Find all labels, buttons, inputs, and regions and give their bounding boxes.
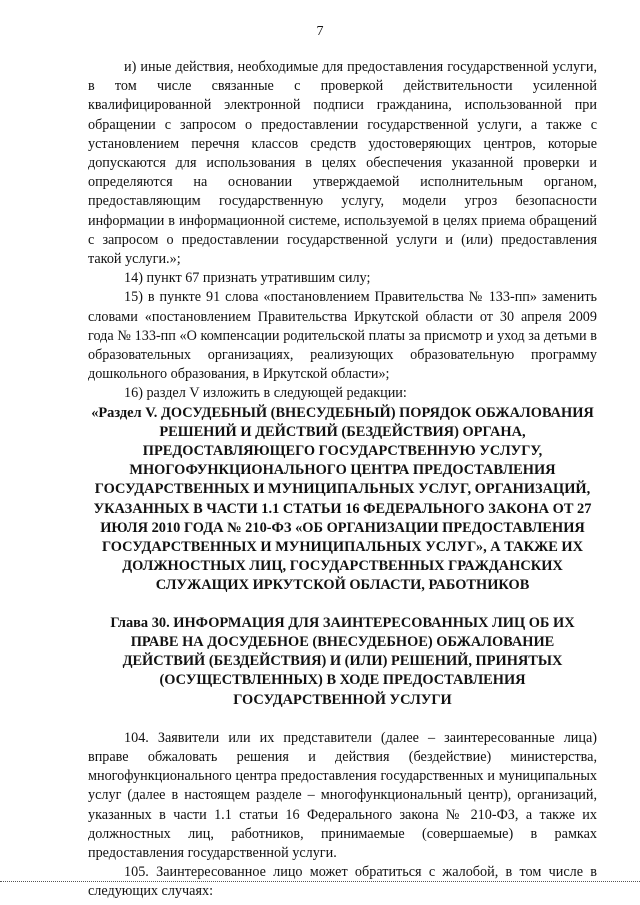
paragraph-16: 16) раздел V изложить в следующей редакции:: [124, 385, 407, 402]
paragraph-item-i: и) иные действия, необходимые для предоставления государственной услуги, в том числе связанные с проверкой действительности усиленной квалифицированной электронной подписи гражданина, использованной при обращении с запросом о предоставлении государственной услуги, а также с установлением перечня классов средств удостоверяющих центров, которые допускаются для использования в целях обеспечения указанной проверки и определяются на основании утверждаемой исполнительным органом, предоставляющим государственную услугу, модели угроз безопасности информации в информационной системе, используемой в целях приема обращений с запросом о предоставлении государственной услуги и (или) предоставления такой услуги.»;: [88, 59, 597, 268]
paragraph-104: 104. Заявители или их представители (далее – заинтересованные лица) вправе обжаловать решения и действия (бездействие) министерства, многофункционального центра предоставления государственных и муниципальных услуг (далее в настоящем разделе – многофункциональный центр), организаций, указанных в части 1.1 статьи 16 Федерального закона № 210-ФЗ, а также их должностных лиц, работников, принимаемые (совершаемые) в рамках предоставления государственной услуги.: [88, 729, 597, 861]
footer-divider: [0, 881, 640, 883]
page-number: 7: [316, 24, 324, 39]
chapter-heading: Глава 30. ИНФОРМАЦИЯ ДЛЯ ЗАИНТЕРЕСОВАННЫХ ЛИЦ ОБ ИХ ПРАВЕ НА ДОСУДЕБНОЕ (ВНЕСУДЕБНОЕ) ОБЖАЛОВАНИЕ ДЕЙСТВИЙ (БЕЗДЕЙСТВИЯ) И (ИЛИ) РЕШЕНИЙ, ПРИНЯТЫХ (ОСУЩЕСТВЛЕННЫХ) В ХОДЕ ПРЕДОСТАВЛЕНИЯ ГОСУДАРСТВЕННОЙ УСЛУГИ: [110, 614, 575, 708]
paragraph-14: 14) пункт 67 признать утратившим силу;: [124, 270, 371, 287]
paragraph-15: 15) в пункте 91 слова «постановлением Правительства № 133-пп» заменить словами «постановлением Правительства Иркутской области от 30 апреля 2009 года № 133-пп «О компенсации родительской платы за присмотр и уход за детьми в образовательных организациях, реализующих образовательную программу дошкольного образования, в Иркутской области»;: [88, 289, 597, 383]
document-body: [88, 58, 597, 902]
section-heading: «Раздел V. ДОСУДЕБНЫЙ (ВНЕСУДЕБНЫЙ) ПОРЯДОК ОБЖАЛОВАНИЯ РЕШЕНИЙ И ДЕЙСТВИЙ (БЕЗДЕЙСТВИЯ) ОРГАНА, ПРЕДОСТАВЛЯЮЩЕГО ГОСУДАРСТВЕННУЮ УСЛУГУ, МНОГОФУНКЦИОНАЛЬНОГО ЦЕНТРА ПРЕДОСТАВЛЕНИЯ ГОСУДАРСТВЕННЫХ И МУНИЦИПАЛЬНЫХ УСЛУГ, ОРГАНИЗАЦИЙ, УКАЗАННЫХ В ЧАСТИ 1.1 СТАТЬИ 16 ФЕДЕРАЛЬНОГО ЗАКОНА ОТ 27 ИЮЛЯ 2010 ГОДА № 210-ФЗ «ОБ ОРГАНИЗАЦИИ ПРЕДОСТАВЛЕНИЯ ГОСУДАРСТВЕННЫХ И МУНИЦИПАЛЬНЫХ УСЛУГ», А ТАКЖЕ ИХ ДОЛЖНОСТНЫХ ЛИЦ, ГОСУДАРСТВЕННЫХ ГРАЖДАНСКИХ СЛУЖАЩИХ ИРКУТСКОЙ ОБЛАСТИ, РАБОТНИКОВ: [91, 404, 594, 594]
paragraph-105: 105. Заинтересованное лицо может обратиться с жалобой, в том числе в следующих случаях:: [88, 864, 597, 900]
